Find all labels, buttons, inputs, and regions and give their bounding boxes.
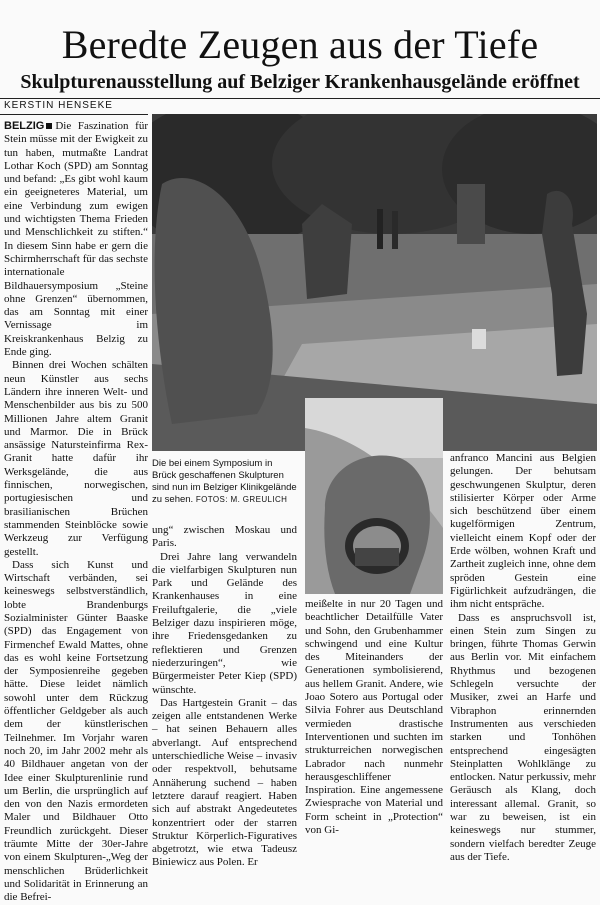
author-rule [0, 114, 148, 115]
protection-sculpture-photo [305, 398, 443, 594]
paragraph-9: Dass es anspruchsvoll ist, einen Stein zum Singen zu bringen, führte Thomas Gerwin aus Berlin vor. Mit einfachem Rhythmus und bezogenen Schlegeln versuchte der Musiker, zwei an Harfe und Vibraphon erinnernden Instrumenten aus verschieden starken und Tonhöhen entsprechend eingesägten Steinplatten Wohlklänge zu entlocken. Natur perkussiv, mehr Geräusch als Klang, doch interessant allemal. Granit, so war zu beweisen, ist ein keineswegs nur stummer, sondern vielfach beredter Zeuge aus der Tiefe. [450, 611, 596, 863]
top-rule [0, 98, 600, 99]
paragraph-1 [4, 120, 148, 359]
author-byline: KERSTIN HENSEKE [4, 100, 113, 111]
headline: Beredte Zeugen aus der Tiefe [61, 22, 539, 67]
paragraph-8: anfranco Mancini aus Belgien gelungen. Der behutsam geschwungenen Skulptur, deren stilisierter Körper oder Arme sich beschützend über einem kugelförmigen Zentrum, vielleicht einem Kopf oder der Erde wölben, wohnen Kraft und Zartheit zugleich inne, ohne dem spröden Gestein eine Figürlichkeit aufzudrängen, die ihm nicht entspräche. [450, 452, 596, 611]
paragraph-6: Das Hartgestein Granit – das zeigen alle entstandenen Werke – hat seinen Behauern alles abverlangt. Auf entsprechend unterschiedliche Weise – invasiv oder respektvoll, behutsame Annäherung suchend – haben letztere darauf reagiert. Haben sich auf abstrakt Angedeutetes konzentriert oder der starren Struktur Körperlich-Figuratives abgetrotzt, wie etwa Tadeusz Biniewicz aus Polen. Er [152, 696, 297, 869]
paragraph-4: ung“ zwischen Moskau und Paris. [152, 524, 297, 550]
dateline: BELZIG [4, 120, 45, 132]
paragraph-7: meißelte in nur 20 Tagen und beachtlicher Detailfülle Vater und Sohn, den Grubenhammer schwingend und eine Kultur des Miteinanders der Generationen symbolisierend, aus hellem Granit. Andere, wie Joao Sotero aus Portugal oder Silvia Fohrer aus Deutschland vermieden drastische Interventionen und suchten im strukturreichen norwegischen Labrador nach nunmehr herausgeschliffener Inspiration. Eine angemessene Zwiesprache von Material und Form scheint in „Protection“ von Gi- [305, 598, 443, 837]
caption-text: Die bei einem Symposium in Brück geschaffenen Skulpturen sind nun im Belziger Klinikgelände zu sehen. [152, 458, 297, 505]
dateline-square-icon [46, 123, 52, 129]
text-column-1 [4, 120, 148, 905]
paragraph-text: Die Faszination für Stein müsse mit der Ewigkeit zu tun haben, mutmaßte Landrat Lothar Koch (SPD) am Sonntag und befand: „Es gibt wohl kaum ein geeigneteres Material, um eine Verbindung zum ewigen und wichtigsten Thema Frieden und Menschlichkeit zu stiften.“ In diesem Sinn habe er gern die Schirmherrschaft für das sechste internationale Bildhauersymposium „Steine ohne Grenzen“ übernommen, das am Sonntag mit einer Vernissage im Kreiskrankenhaus Belzig zu Ende ging. [4, 120, 148, 359]
paragraph-2: Binnen drei Wochen schälten neun Künstler aus sechs Ländern ihre inneren Welt- und Menschenbilder aus bis zu 500 Millionen Jahre altem Granit und Marmor. Die in Brück ansässige Natursteinfirma Rex-Granit hatte dafür ihr Werksgelände, die aus finnischen, norwegischen, portugiesischen und brasilianischen Brüchen stammenden Steinblöcke sowie Werkzeug zur Verfügung gestellt. [4, 359, 148, 558]
subheadline: Skulpturenausstellung auf Belziger Krankenhausgelände eröffnet [20, 71, 580, 93]
paragraph-3: Dass sich Kunst und Wirtschaft verbänden, sei keineswegs selbstverständlich, lobte Brandenburgs Sozialminister Günter Baaske (SPD) das Engagement von Firmenchef Ewald Mattes, ohne das es wohl keine Fortsetzung der Symposienreihe gegeben hätte. Diese leidet nämlich sowohl unter dem Rückzug öffentlicher Geldgeber als auch dem der künstlerischen Teilnehmer. Im Vorjahr waren noch 20, im Jahr 2002 mehr als 40 Bildhauer angetan von der Idee einer Skulpturenlinie rund um Berlin, die ursprünglich auf den von den Nazis ermordeten Maler und Bildhauer Otto Freundlich zurückgeht. Dieser träumte Mitte der 30er-Jahre von einem Skulpturen-„Weg der menschlichen Brüderlichkeit und Solidarität in Erinnerung an die Befrei- [4, 558, 148, 904]
text-column-3 [305, 598, 443, 837]
text-column-2 [152, 524, 297, 870]
text-column-4 [450, 452, 596, 864]
paragraph-5: Drei Jahre lang verwandeln die vielfarbigen Skulpturen nun Park und Gelände des Krankenhauses in eine Freiluftgalerie, die „viele Belziger dazu inspirieren möge, ihre Friedensgedanken zu reflektieren und Grenzen niederzuringen“, wie Bürgermeister Peter Kiep (SPD) wünschte. [152, 550, 297, 696]
photo-credit: FOTOS: M. GREULICH [195, 495, 288, 504]
photo-caption [152, 458, 298, 506]
